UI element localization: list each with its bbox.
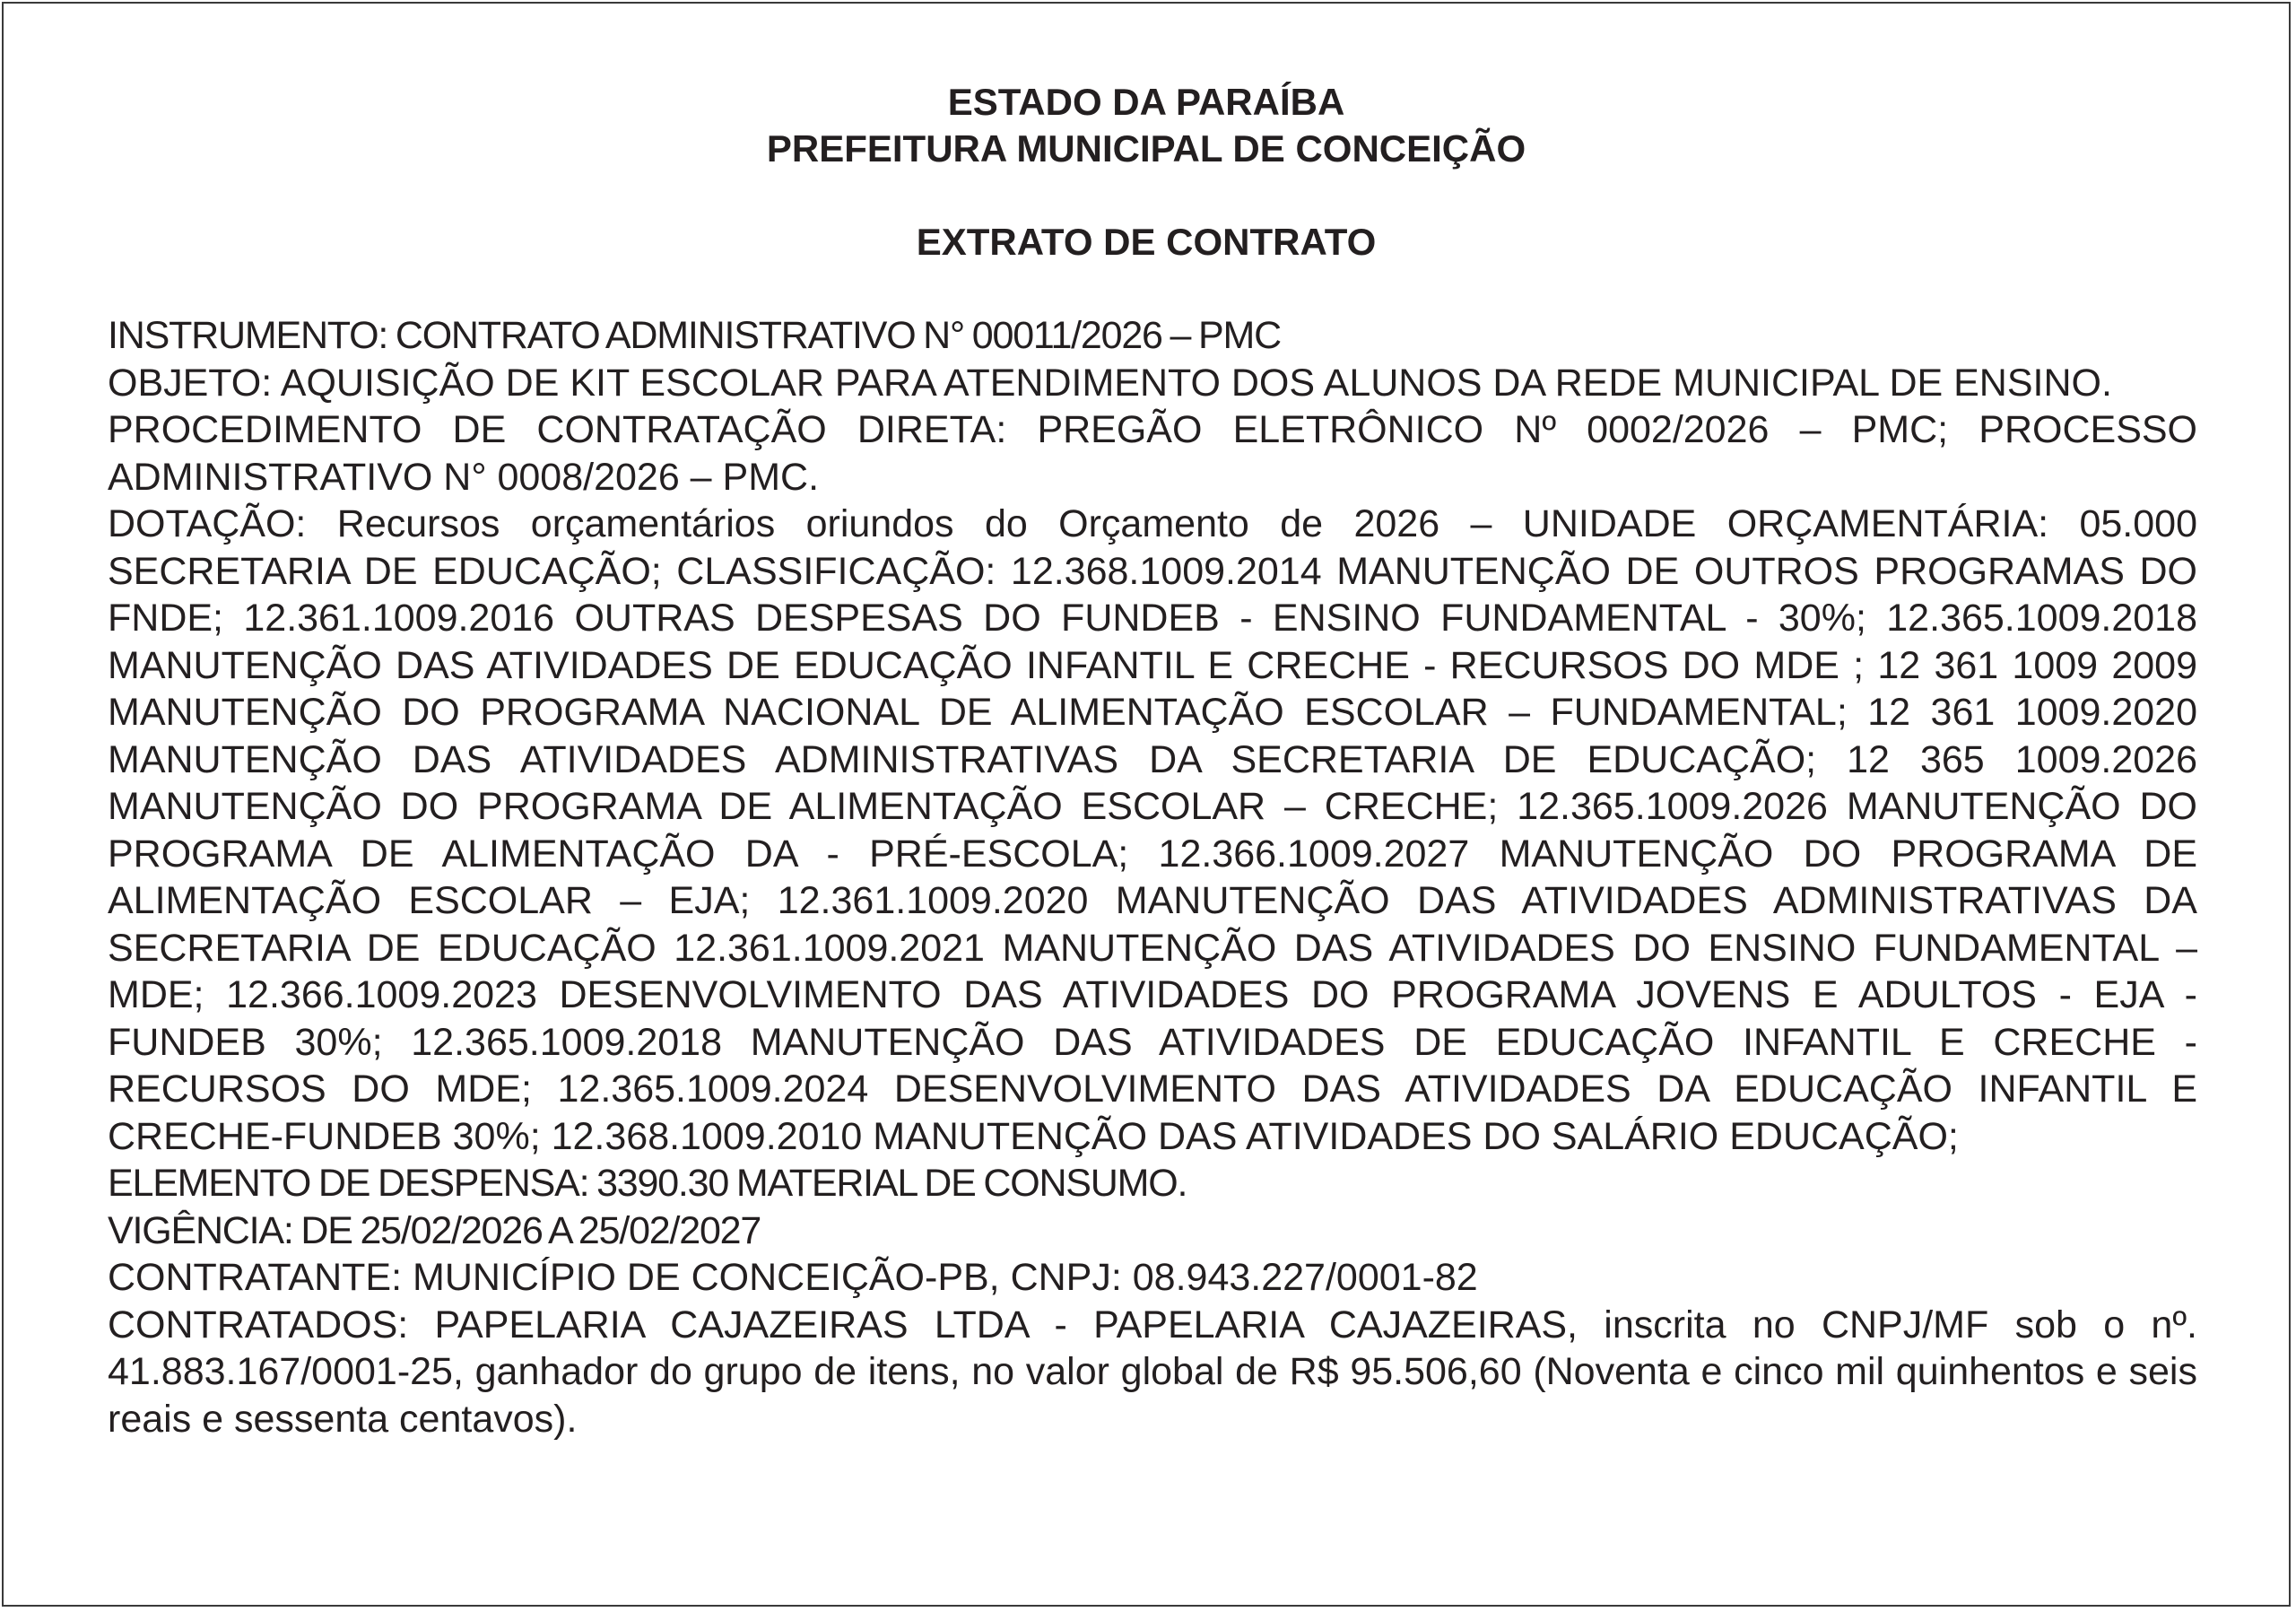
contract-body <box>108 312 2197 1442</box>
contratados-paragraph: CONTRATADOS: PAPELARIA CAJAZEIRAS LTDA - PAPELARIA CAJAZEIRAS, inscrita no CNPJ/MF sob o nº. 41.883.167/0001-25, ganhador do grupo de itens, no valor global de R$ 95.506,60 (Noventa e cinco mil quinhentos e seis reais e sessenta centavos). <box>108 1303 2197 1441</box>
elemento-line: ELEMENTO DE DESPENSA: 3390.30 MATERIAL DE CONSUMO. <box>108 1162 1187 1205</box>
document-frame <box>2 2 2291 1607</box>
objeto-paragraph: OBJETO: AQUISIÇÃO DE KIT ESCOLAR PARA ATENDIMENTO DOS ALUNOS DA REDE MUNICIPAL DE ENSINO. <box>108 361 2112 405</box>
state-heading: ESTADO DA PARAÍBA <box>947 81 1345 123</box>
dotacao-paragraph: DOTAÇÃO: Recursos orçamentários oriundos do Orçamento de 2026 – UNIDADE ORÇAMENTÁRIA: 05.000 SECRETARIA DE EDUCAÇÃO; CLASSIFICAÇÃO: 12.368.1009.2014 MANUTENÇÃO DE OUTROS PROGRAMAS DO FNDE; 12.361.1009.2016 OUTRAS DESPESAS DO FUNDEB - ENSINO FUNDAMENTAL - 30%; 12.365.1009.2018 MANUTENÇÃO DAS ATIVIDADES DE EDUCAÇÃO INFANTIL E CRECHE - RECURSOS DO MDE ; 12 361 1009 2009 MANUTENÇÃO DO PROGRAMA NACIONAL DE ALIMENTAÇÃO ESCOLAR – FUNDAMENTAL; 12 361 1009.2020 MANUTENÇÃO DAS ATIVIDADES ADMINISTRATIVAS DA SECRETARIA DE EDUCAÇÃO; 12 365 1009.2026 MANUTENÇÃO DO PROGRAMA DE ALIMENTAÇÃO ESCOLAR – CRECHE; 12.365.1009.2026 MANUTENÇÃO DO PROGRAMA DE ALIMENTAÇÃO DA - PRÉ-ESCOLA; 12.366.1009.2027 MANUTENÇÃO DO PROGRAMA DE ALIMENTAÇÃO ESCOLAR – EJA; 12.361.1009.2020 MANUTENÇÃO DAS ATIVIDADES ADMINISTRATIVAS DA SECRETARIA DE EDUCAÇÃO 12.361.1009.2021 MANUTENÇÃO DAS ATIVIDADES DO ENSINO FUNDAMENTAL – MDE; 12.366.1009.2023 DESENVOLVIMENTO DAS ATIVIDADES DO PROGRAMA JOVENS E ADULTOS - EJA - FUNDEB 30%; 12.365.1009.2018 MANUTENÇÃO DAS ATIVIDADES DE EDUCAÇÃO INFANTIL E CRECHE - RECURSOS DO MDE; 12.365.1009.2024 DESENVOLVIMENTO DAS ATIVIDADES DA EDUCAÇÃO INFANTIL E CRECHE-FUNDEB 30%; 12.368.1009.2010 MANUTENÇÃO DAS ATIVIDADES DO SALÁRIO EDUCAÇÃO; <box>108 502 2197 1158</box>
contratante-line: CONTRATANTE: MUNICÍPIO DE CONCEIÇÃO-PB, CNPJ: 08.943.227/0001-82 <box>108 1256 1478 1299</box>
instrumento-line: INSTRUMENTO: CONTRATO ADMINISTRATIVO N° 00011/2026 – PMC <box>108 314 1281 357</box>
document-title: EXTRATO DE CONTRATO <box>916 221 1377 263</box>
vigencia-line: VIGÊNCIA: DE 25/02/2026 A 25/02/2027 <box>108 1208 761 1252</box>
procedimento-paragraph: PROCEDIMENTO DE CONTRATAÇÃO DIRETA: PREGÃO ELETRÔNICO Nº 0002/2026 – PMC; PROCESSO ADMINISTRATIVO N° 0008/2026 – PMC. <box>108 408 2197 499</box>
prefecture-heading: PREFEITURA MUNICIPAL DE CONCEIÇÃO <box>766 127 1526 170</box>
